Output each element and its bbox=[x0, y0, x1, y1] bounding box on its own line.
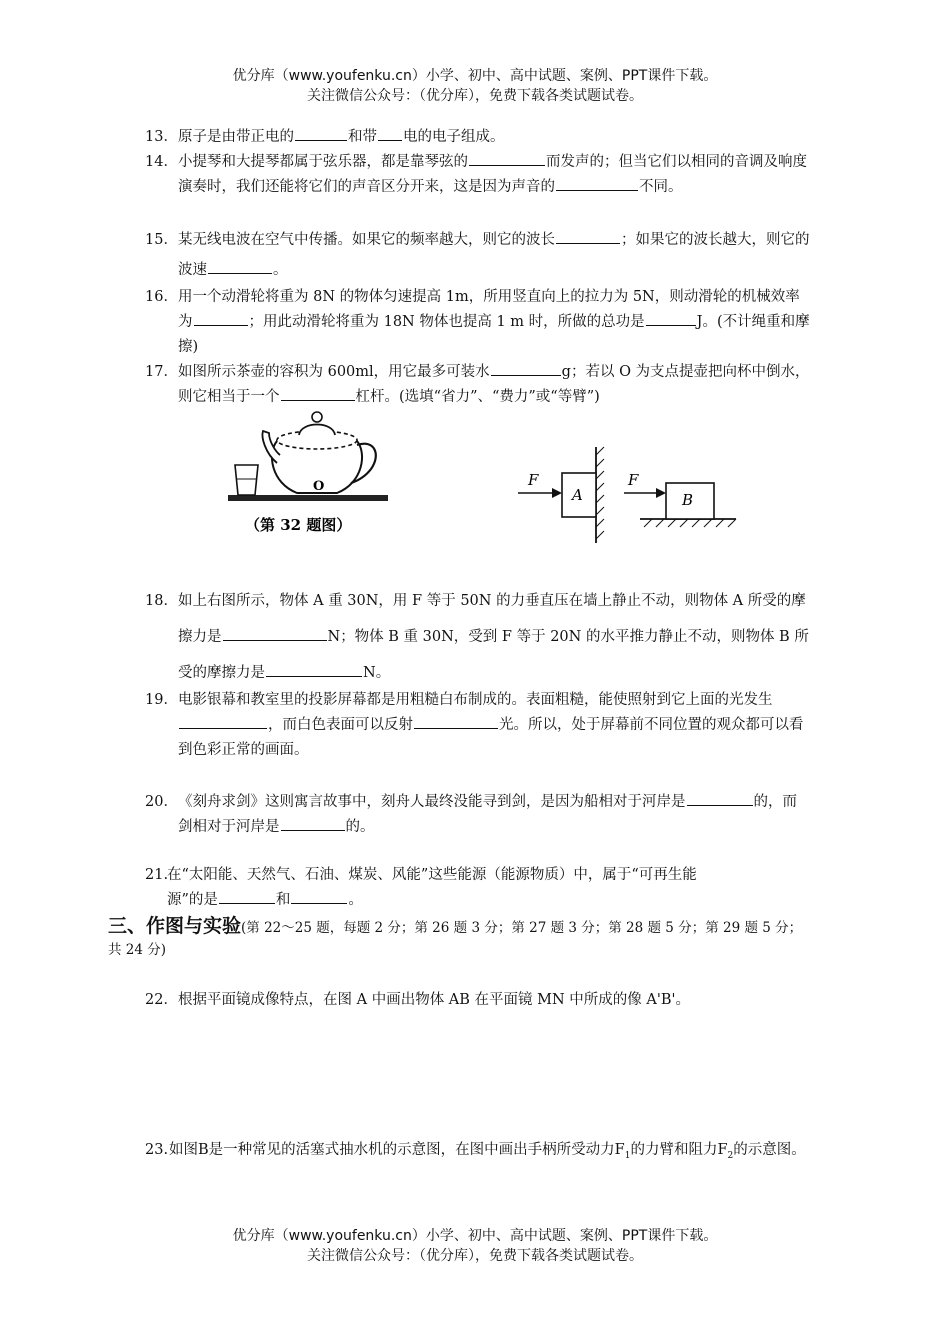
question-number: 14． bbox=[145, 154, 178, 170]
answer-blank[interactable] bbox=[414, 714, 498, 729]
question-number: 20． bbox=[145, 794, 178, 810]
answer-blank[interactable] bbox=[266, 662, 362, 677]
question-number: 17． bbox=[145, 364, 178, 380]
question-number: 15． bbox=[145, 232, 178, 248]
force-arrow-icon bbox=[552, 488, 562, 498]
section-note: (第 22～25 题，每题 2 分；第 26 题 3 分；第 27 题 3 分；第 28 题 5 分；第 29 题 5 分；共 24 分) bbox=[108, 920, 803, 958]
question-20: 20． 《刻舟求剑》这则寓言故事中，刻舟人最终没能寻到剑，是因为船相对于河岸是 的，而剑相对于河岸是 的。 bbox=[145, 790, 810, 840]
question-15: 15． 某无线电波在空气中传播。如果它的频率越大，则它的波长 ；如果它的波长越大，则它的波速 。 bbox=[145, 225, 810, 285]
force-label-b: F bbox=[628, 471, 639, 489]
block-a-label: A bbox=[572, 486, 583, 504]
header-line-2: 关注微信公众号：（优分库），免费下载各类试题试卷。 bbox=[307, 88, 643, 104]
answer-blank[interactable] bbox=[208, 259, 272, 274]
question-17: 17． 如图所示茶壶的容积为 600ml，用它最多可装水 g；若以 O 为支点提壶把向杯中倒水，则它相当于一个 杠杆。(选填“省力”、“费力”或“等臂”) bbox=[145, 360, 810, 410]
page-header bbox=[0, 66, 950, 106]
glass-icon bbox=[235, 465, 258, 495]
answer-blank[interactable] bbox=[223, 626, 327, 641]
force-label-a: F bbox=[528, 471, 539, 489]
question-number: 13． bbox=[145, 129, 178, 145]
question-23: 23. 如图B是一种常见的活塞式抽水机的示意图，在图中画出手柄所受动力$F_1$的力臂和阻力$F_2$的示意图。 bbox=[145, 1138, 810, 1169]
question-number: 16． bbox=[145, 289, 178, 305]
answer-blank[interactable] bbox=[556, 176, 638, 191]
question-number: 18． bbox=[145, 593, 178, 609]
answer-blank[interactable] bbox=[491, 361, 561, 376]
answer-blank[interactable] bbox=[219, 889, 275, 904]
question-number: 21. bbox=[145, 867, 169, 883]
header-line-1: 优分库（www.youfenku.cn）小学、初中、高中试题、案例、PPT课件下载。 bbox=[232, 68, 718, 84]
question-number: 22． bbox=[145, 992, 178, 1008]
answer-blank[interactable] bbox=[281, 816, 345, 831]
answer-blank[interactable] bbox=[556, 229, 620, 244]
answer-blank[interactable] bbox=[469, 151, 545, 166]
section-title: 三、作图与实验 bbox=[108, 915, 242, 937]
answer-blank[interactable] bbox=[291, 889, 347, 904]
answer-blank[interactable] bbox=[295, 126, 347, 141]
question-number: 19． bbox=[145, 692, 178, 708]
question-13: 13． 原子是由带正电的 和带 电的电子组成。 bbox=[145, 125, 810, 150]
page-footer bbox=[0, 1226, 950, 1266]
force-figure bbox=[512, 443, 740, 547]
block-b-label: B bbox=[682, 491, 694, 509]
question-19: 19． 电影银幕和教室里的投影屏幕都是用粗糙白布制成的。表面粗糙，能使照射到它上面的光发生，而白色表面可以反射 光。所以，处于屏幕前不同位置的观众都可以看到色彩正常的画面。 bbox=[145, 688, 810, 763]
question-14: 14． 小提琴和大提琴都属于弦乐器，都是靠琴弦的 而发声的；但当它们以相同的音调及响度演奏时，我们还能将它们的声音区分开来，这是因为声音的 不同。 bbox=[145, 150, 810, 200]
footer-line-2: 关注微信公众号：（优分库），免费下载各类试题试卷。 bbox=[307, 1248, 643, 1264]
question-18: 18． 如上右图所示，物体 A 重 30N，用 F 等于 50N 的力垂直压在墙上静止不动，则物体 A 所受的摩擦力是 N；物体 B 重 30N，受到 F 等于 20N 的水平推力静止不动，则物体 B 所受的摩擦力是 N。 bbox=[145, 583, 810, 691]
answer-blank[interactable] bbox=[194, 311, 248, 326]
question-number: 23. bbox=[145, 1142, 169, 1158]
footer-line-1: 优分库（www.youfenku.cn）小学、初中、高中试题、案例、PPT课件下载。 bbox=[232, 1228, 718, 1244]
question-21: 21. 在“太阳能、天然气、石油、煤炭、风能”这些能源（能源物质）中，属于“可再生能源”的是 和 。 bbox=[145, 863, 705, 913]
answer-blank[interactable] bbox=[646, 311, 696, 326]
table-surface bbox=[228, 495, 388, 501]
answer-blank[interactable] bbox=[179, 714, 267, 729]
pivot-label: O bbox=[313, 479, 325, 494]
question-16: 16． 用一个动滑轮将重为 8N 的物体匀速提高 1m，所用竖直向上的拉力为 5N，则动滑轮的机械效率为 ；用此动滑轮将重为 18N 物体也提高 1 m 时，所做的总功是 J。(不计绳重和摩擦) bbox=[145, 285, 810, 360]
answer-blank[interactable] bbox=[378, 126, 402, 141]
answer-blank[interactable] bbox=[687, 791, 753, 806]
teapot-figure bbox=[225, 403, 390, 540]
force-arrow-icon bbox=[656, 488, 666, 498]
question-22: 22． 根据平面镜成像特点，在图 A 中画出物体 AB 在平面镜 MN 中所成的像 A'B'。 bbox=[145, 988, 810, 1013]
section-3-heading bbox=[108, 915, 808, 961]
figure-caption: （第 32 题图） bbox=[245, 516, 352, 534]
answer-blank[interactable] bbox=[281, 386, 355, 401]
